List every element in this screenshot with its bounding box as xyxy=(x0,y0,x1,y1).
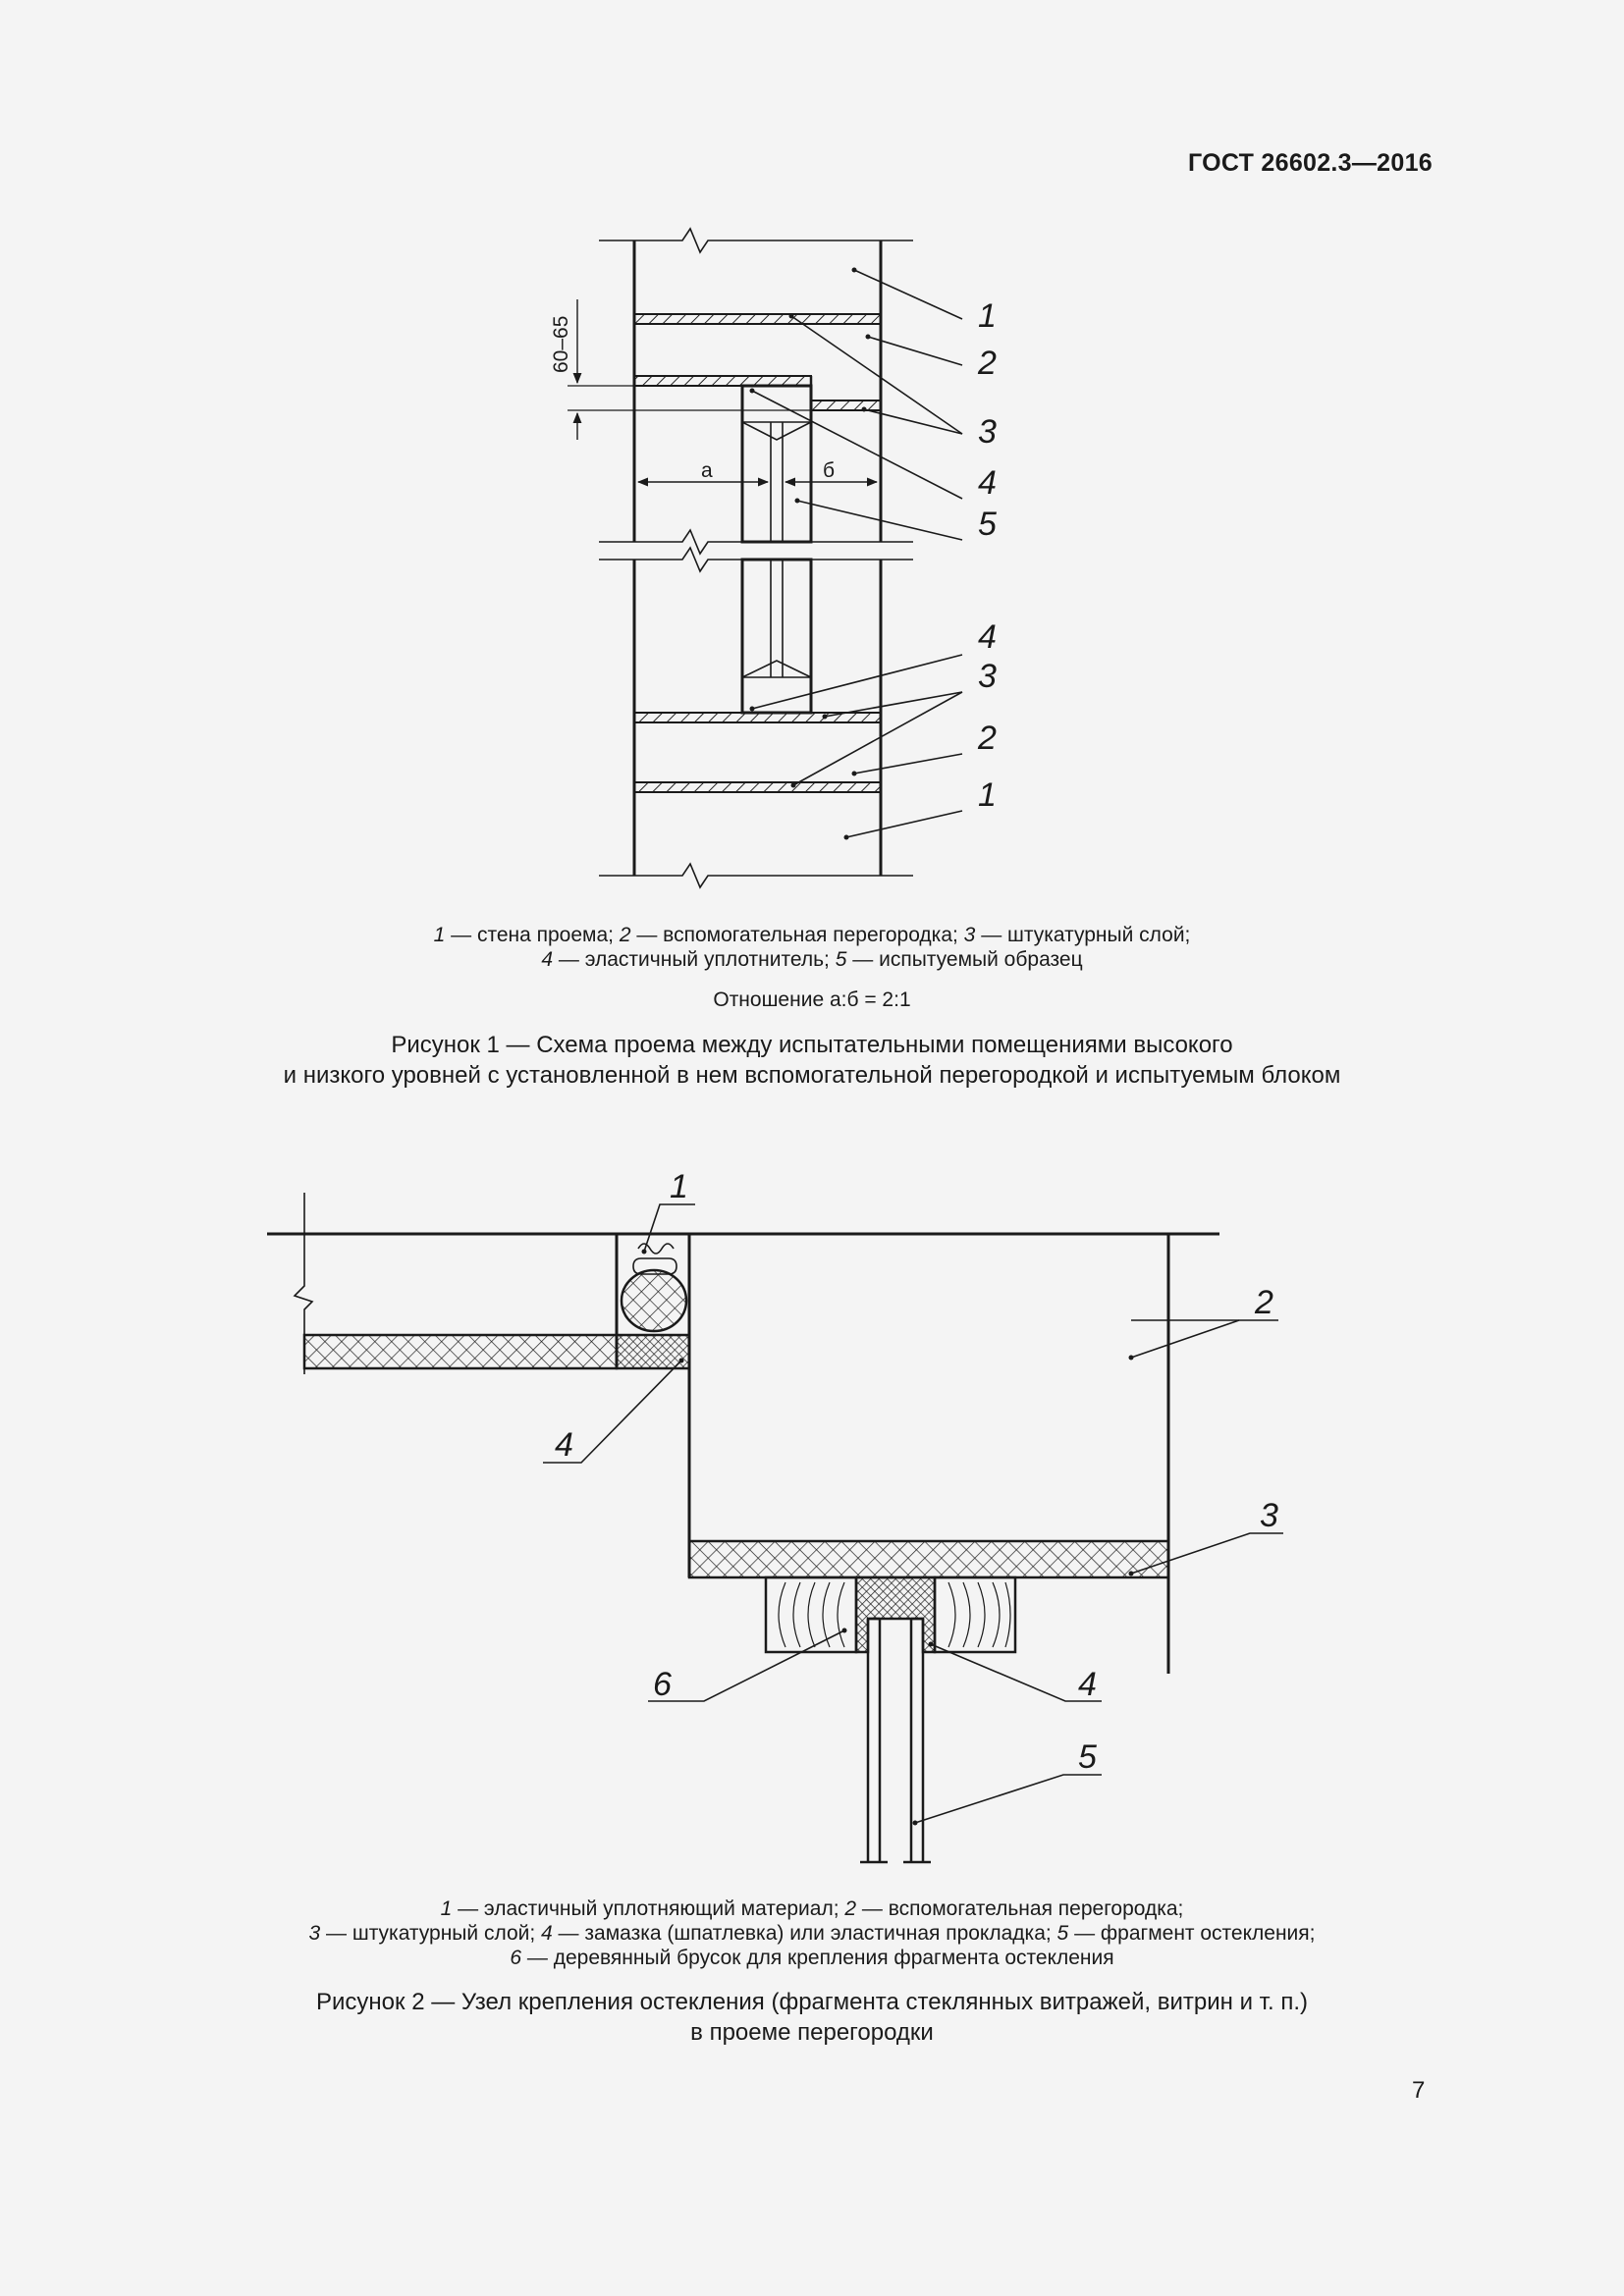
callout-3-top: 3 xyxy=(978,413,997,451)
figure-2-legend xyxy=(0,1896,1624,1970)
figure-2-legend-line-2: 3 — штукатурный слой; 4 — замазка (шпатлевка) или эластичная прокладка; 5 — фрагмент остекления; xyxy=(308,1922,1316,1945)
fig2-callout-1: 1 xyxy=(670,1168,688,1205)
fig2-callout-2: 2 xyxy=(1255,1284,1273,1321)
figure-2-caption xyxy=(0,1987,1624,2048)
figure-1-caption xyxy=(0,1030,1624,1091)
fig2-callout-4-right: 4 xyxy=(1078,1666,1097,1703)
dimension-b-label: б xyxy=(823,459,836,482)
figure-1-caption-line-2: и низкого уровней с установленной в нем вспомогательной перегородкой и испытуемым блоком xyxy=(283,1062,1341,1089)
figure-1-drawing xyxy=(0,0,1624,903)
page-number: 7 xyxy=(1412,2077,1426,2104)
callout-1-top: 1 xyxy=(978,297,997,335)
figure-1-legend xyxy=(0,923,1624,972)
figure-1-legend-line-1: 1 — стена проема; 2 — вспомогательная перегородка; 3 — штукатурный слой; xyxy=(433,924,1191,946)
figure-2-caption-line-1: Рисунок 2 — Узел крепления остекления (фрагмента стеклянных витражей, витрин и т. п.) xyxy=(316,1989,1308,2015)
callout-4-bottom: 4 xyxy=(978,618,997,656)
callout-1-bottom: 1 xyxy=(978,776,997,814)
fig2-callout-4-left: 4 xyxy=(555,1426,573,1464)
dimension-height-label: 60–65 xyxy=(550,315,572,373)
callout-5: 5 xyxy=(978,506,997,543)
figure-2-drawing xyxy=(0,1158,1624,1875)
figure-2-caption-line-2: в проеме перегородки xyxy=(690,2019,934,2046)
figure-1-ratio: Отношение а:б = 2:1 xyxy=(713,988,911,1011)
figure-1-legend-line-2: 4 — эластичный уплотнитель; 5 — испытуемый образец xyxy=(541,948,1083,971)
figure-2-legend-line-3: 6 — деревянный брусок для крепления фрагмента остекления xyxy=(510,1947,1114,1969)
standard-designation: ГОСТ 26602.3—2016 xyxy=(1187,149,1433,177)
fig2-callout-3: 3 xyxy=(1260,1497,1278,1534)
figure-2-legend-line-1: 1 — эластичный уплотняющий материал; 2 — вспомогательная перегородка; xyxy=(440,1897,1184,1920)
fig2-callout-6: 6 xyxy=(653,1666,672,1703)
dimension-a-label: а xyxy=(701,459,713,482)
callout-2-top: 2 xyxy=(978,345,997,382)
fig2-callout-5: 5 xyxy=(1078,1738,1097,1776)
figure-1-caption-line-1: Рисунок 1 — Схема проема между испытательными помещениями высокого xyxy=(391,1032,1233,1058)
callout-3-bottom: 3 xyxy=(978,658,997,695)
callout-2-bottom: 2 xyxy=(978,720,997,757)
callout-4-top: 4 xyxy=(978,464,997,502)
